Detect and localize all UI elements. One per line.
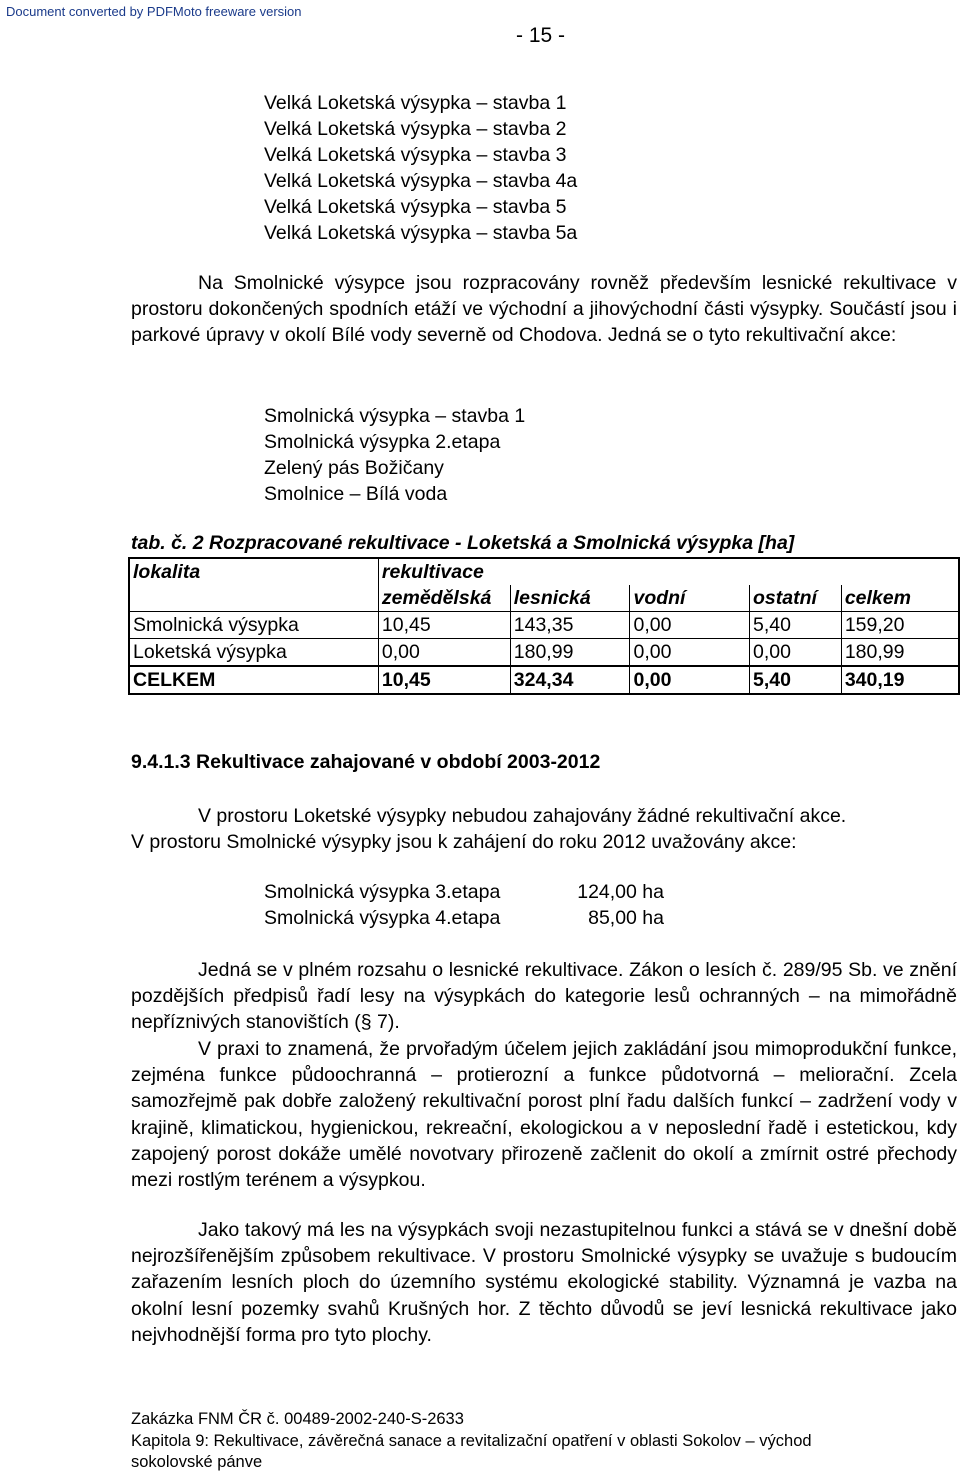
table-row — [129, 639, 959, 667]
row-label: Smolnická výsypka — [129, 612, 378, 639]
column-header: celkem — [841, 585, 959, 612]
table-cell: 0,00 — [630, 639, 750, 667]
table-cell: 0,00 — [630, 612, 750, 639]
list-item: Velká Loketská výsypka – stavba 3 — [264, 144, 567, 166]
list-item: Velká Loketská výsypka – stavba 5 — [264, 196, 567, 218]
planned-actions — [264, 879, 664, 931]
list-item: Velká Loketská výsypka – stavba 1 — [264, 92, 567, 114]
table-subheader-row — [129, 585, 959, 612]
table-total-row — [129, 666, 959, 694]
footer-line: Zakázka FNM ČR č. 00489-2002-240-S-2633 — [131, 1410, 464, 1428]
table-cell: 5,40 — [749, 666, 841, 694]
table-cell: 5,40 — [749, 612, 841, 639]
column-header: ostatní — [749, 585, 841, 612]
column-header: lesnická — [510, 585, 630, 612]
footer-line: sokolovské pánve — [131, 1453, 263, 1471]
table-cell: 340,19 — [841, 666, 959, 694]
list-item: Velká Loketská výsypka – stavba 5a — [264, 222, 578, 244]
table-cell: 180,99 — [841, 639, 959, 667]
list-item: Velká Loketská výsypka – stavba 2 — [264, 118, 567, 140]
page-footer — [131, 1409, 812, 1474]
paragraph-text: Jako takový má les na výsypkách svoji nezastupitelnou funkci a stává se v dnešní době nejrozšířenějším způsobem rekultivace. V prostoru Smolnické výsypky se uvažuje s budoucím zařazením lesních ploch do územního systému ekologické stability. Významná je vazba na okolní lesní pozemky svahů Krušných hor. Z těchto důvodů se jeví lesnická rekultivace jako nejvhodnější forma pro tyto plochy. — [131, 1219, 957, 1346]
table-cell: 0,00 — [749, 639, 841, 667]
paragraph-loketska — [131, 803, 957, 855]
paragraph-text: V prostoru Smolnické výsypky jsou k zahájení do roku 2012 uvažovány akce: — [131, 831, 797, 854]
paragraph-text: V praxi to znamená, že prvořadým účelem jejich zakládání jsou mimoprodukční funkce, zejména funkce půdoochranná – protierozní a funkce půdotvorná – meliorační. Zcela samozřejmě pak dobře založený rekultivační porost plní řadu dalších funkcí – zadržení vody v krajině, klimatickou, hygienickou, rekreační, ekologickou a v neposlední řadě i estetickou, kdy zapojený porost dokáže umělé novotvary přirozeně začlenit do okolí a zmírnit ostré přechody mezi rostlým terénem a výsypkou. — [131, 1038, 957, 1192]
column-group-header: rekultivace — [378, 558, 959, 585]
list-item: Smolnická výsypka 2.etapa — [264, 431, 501, 453]
table-row — [129, 612, 959, 639]
column-header-lokalita: lokalita — [129, 558, 378, 585]
footer-line: Kapitola 9: Rekultivace, závěrečná sanace a revitalizační opatření v oblasti Sokolov – východ — [131, 1431, 812, 1450]
plan-name: Smolnická výsypka 3.etapa — [264, 881, 501, 903]
table-header-row — [129, 558, 959, 585]
plan-area: 85,00 ha — [588, 907, 664, 929]
table-caption: tab. č. 2 Rozpracované rekultivace - Loketská a Smolnická výsypka [ha] — [131, 532, 795, 554]
column-header: vodní — [630, 585, 750, 612]
paragraph-smolnicka — [131, 270, 957, 349]
table-cell: 0,00 — [378, 639, 510, 667]
page-number: - 15 - — [516, 24, 566, 47]
smolnicka-list — [264, 403, 525, 507]
list-item: Smolnická výsypka – stavba 1 — [264, 405, 526, 427]
paragraph-1 — [131, 957, 957, 1036]
paragraph-3 — [131, 1217, 957, 1348]
table-cell: 10,45 — [378, 666, 510, 694]
list-item — [264, 905, 664, 931]
loketska-list — [264, 90, 577, 246]
column-header-empty — [129, 585, 378, 612]
table-cell: 159,20 — [841, 612, 959, 639]
column-header: zemědělská — [378, 585, 510, 612]
paragraph-text: V prostoru Loketské výsypky nebudou zahajovány žádné rekultivační akce. — [198, 805, 847, 827]
list-item: Velká Loketská výsypka – stavba 4a — [264, 170, 578, 192]
table-cell: 324,34 — [510, 666, 630, 694]
plan-name: Smolnická výsypka 4.etapa — [264, 907, 501, 929]
plan-area: 124,00 ha — [577, 881, 664, 903]
paragraph-text: Jedná se v plném rozsahu o lesnické rekultivace. Zákon o lesích č. 289/95 Sb. ve znění pozdějších předpisů řadí lesy na výsypkách do kategorie lesů ochranných – na mimořádně nepříznivých stanovištích (§ 7). — [131, 959, 957, 1034]
list-item: Smolnice – Bílá voda — [264, 483, 448, 505]
row-label: CELKEM — [129, 666, 378, 694]
paragraph-2 — [131, 1036, 957, 1193]
paragraph-text: Na Smolnické výsypce jsou rozpracovány rovněž především lesnické rekultivace v prostoru dokončených spodních etáží ve východní a jihovýchodní části výsypky. Součástí jsou i parkové úpravy v okolí Bílé vody severně od Chodova. Jedná se o tyto rekultivační akce: — [131, 272, 957, 347]
row-label: Loketská výsypka — [129, 639, 378, 667]
reclamation-table — [128, 557, 960, 695]
list-item — [264, 879, 664, 905]
table-cell: 143,35 — [510, 612, 630, 639]
converter-watermark: Document converted by PDFMoto freeware version — [6, 4, 302, 19]
section-heading: 9.4.1.3 Rekultivace zahajované v období 2003-2012 — [131, 751, 601, 773]
table-cell: 180,99 — [510, 639, 630, 667]
list-item: Zelený pás Božičany — [264, 457, 444, 479]
table-cell: 10,45 — [378, 612, 510, 639]
table-cell: 0,00 — [630, 666, 750, 694]
